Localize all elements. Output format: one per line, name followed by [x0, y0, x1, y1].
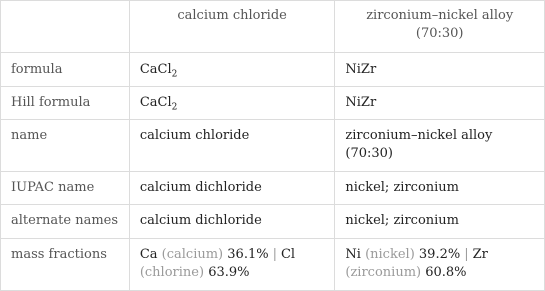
header-row — [1, 1, 545, 53]
table-row-mass-fractions — [1, 239, 545, 291]
hill-formula-value-col1 — [129, 87, 335, 120]
alternate-names-value-col2: nickel; zirconium — [335, 205, 545, 239]
fraction-separator: | — [464, 247, 469, 262]
table-row-alternate-names — [1, 205, 545, 239]
mass-fraction-ca: 36.1% — [227, 247, 269, 262]
name-value-col2: zirconium–nickel alloy (70:30) — [335, 120, 545, 172]
row-label-name: name — [1, 120, 130, 172]
element-name-calcium: (calcium) — [161, 247, 224, 262]
fraction-separator: | — [272, 247, 277, 262]
table-row-formula — [1, 53, 545, 87]
header-empty-cell — [1, 1, 130, 53]
row-label-formula: formula — [1, 53, 130, 87]
element-name-zirconium: (zirconium) — [345, 265, 422, 280]
element-symbol-cl: Cl — [280, 247, 296, 262]
header-calcium-chloride: calcium chloride — [129, 1, 335, 53]
element-symbol-ni: Ni — [345, 247, 361, 262]
element-symbol-ca: Ca — [139, 247, 158, 262]
formula-value-col2: NiZr — [335, 53, 545, 87]
iupac-name-value-col2: nickel; zirconium — [335, 172, 545, 205]
table-row-iupac-name — [1, 172, 545, 205]
element-name-nickel: (nickel) — [365, 247, 415, 262]
row-label-mass-fractions: mass fractions — [1, 239, 130, 291]
table-row-name — [1, 120, 545, 172]
iupac-name-value-col1: calcium dichloride — [129, 172, 335, 205]
element-name-chlorine: (chlorine) — [139, 265, 205, 280]
table-row-hill-formula — [1, 87, 545, 120]
formula-main: CaCl — [139, 62, 172, 77]
hill-formula-value-col2: NiZr — [335, 87, 545, 120]
name-value-col1: calcium chloride — [129, 120, 335, 172]
row-label-alternate-names: alternate names — [1, 205, 130, 239]
mass-fraction-zr: 60.8% — [425, 265, 467, 280]
mass-fractions-value-col2 — [335, 239, 545, 291]
alternate-names-value-col1: calcium dichloride — [129, 205, 335, 239]
hill-formula-subscript: 2 — [171, 102, 178, 113]
element-symbol-zr: Zr — [472, 247, 488, 262]
header-zirconium-nickel-alloy: zirconium–nickel alloy (70:30) — [335, 1, 545, 53]
formula-subscript: 2 — [171, 69, 178, 80]
mass-fraction-cl: 63.9% — [208, 265, 250, 280]
formula-value-col1 — [129, 53, 335, 87]
mass-fractions-value-col1 — [129, 239, 335, 291]
row-label-hill-formula: Hill formula — [1, 87, 130, 120]
row-label-iupac-name: IUPAC name — [1, 172, 130, 205]
hill-formula-main: CaCl — [139, 95, 172, 110]
mass-fraction-ni: 39.2% — [418, 247, 461, 262]
